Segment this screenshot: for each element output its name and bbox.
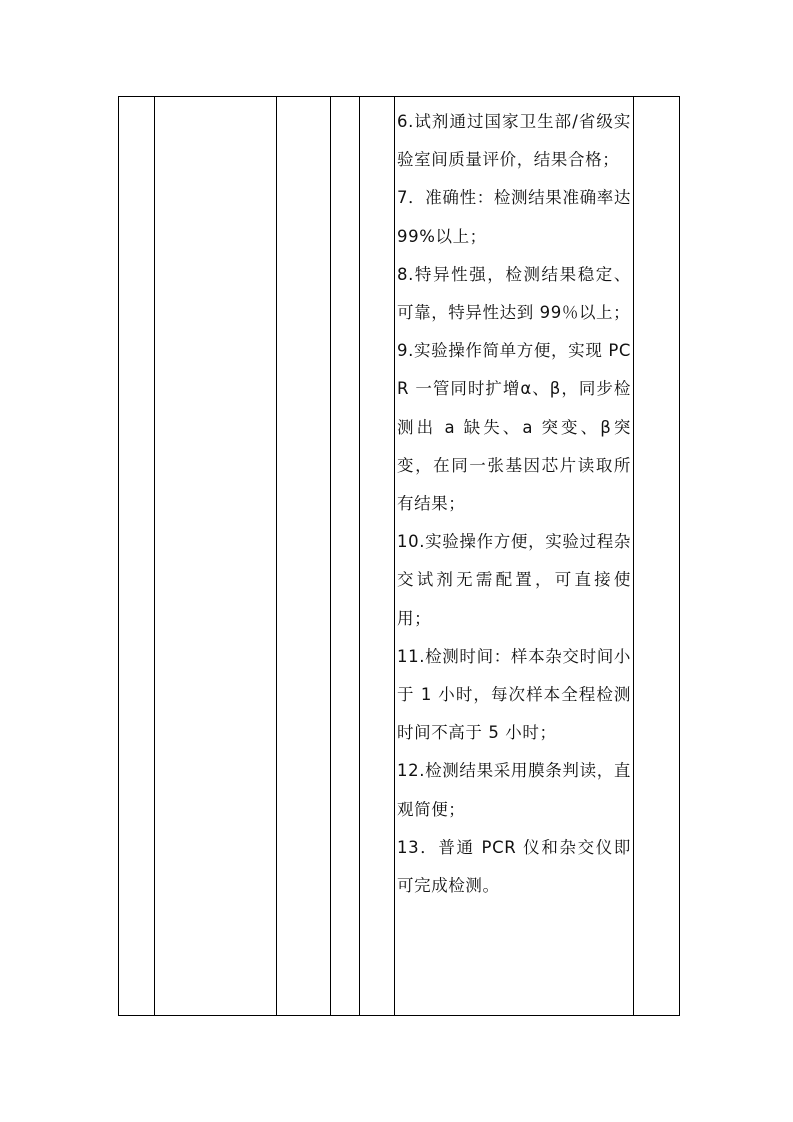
index-cell (119, 97, 155, 1016)
requirement-9: 9.实验操作简单方便，实现 PCR 一管同时扩增α、β，同步检测出 a 缺失、a 突变、β突变，在同一张基因芯片读取所有结果； (397, 341, 631, 514)
requirement-10: 10.实验操作方便，实验过程杂交试剂无需配置，可直接使用； (397, 532, 631, 628)
requirement-7: 7．准确性：检测结果准确率达 99%以上； (397, 188, 631, 246)
unit-cell (331, 97, 360, 1016)
category-cell (360, 97, 395, 1016)
remarks-cell (634, 97, 680, 1016)
quantity-cell (277, 97, 331, 1016)
spec-table-container (118, 96, 676, 1016)
requirement-11: 11.检测时间：样本杂交时间小于 1 小时，每次样本全程检测时间不高于 5 小时； (397, 646, 631, 743)
requirement-13: 13．普通 PCR 仪和杂交仪即可完成检测。 (397, 837, 631, 896)
requirements-list (395, 97, 633, 905)
item-name-cell (155, 97, 277, 1016)
table-row (119, 97, 680, 1016)
requirement-12: 12.检测结果采用膜条判读，直观简便； (397, 761, 631, 819)
requirement-6: 6.试剂通过国家卫生部/省级实验室间质量评价，结果合格； (397, 112, 631, 170)
technical-requirements-cell (395, 97, 634, 1016)
spec-table (118, 96, 680, 1016)
requirement-8: 8.特异性强，检测结果稳定、可靠，特异性达到 99％以上； (397, 264, 631, 323)
